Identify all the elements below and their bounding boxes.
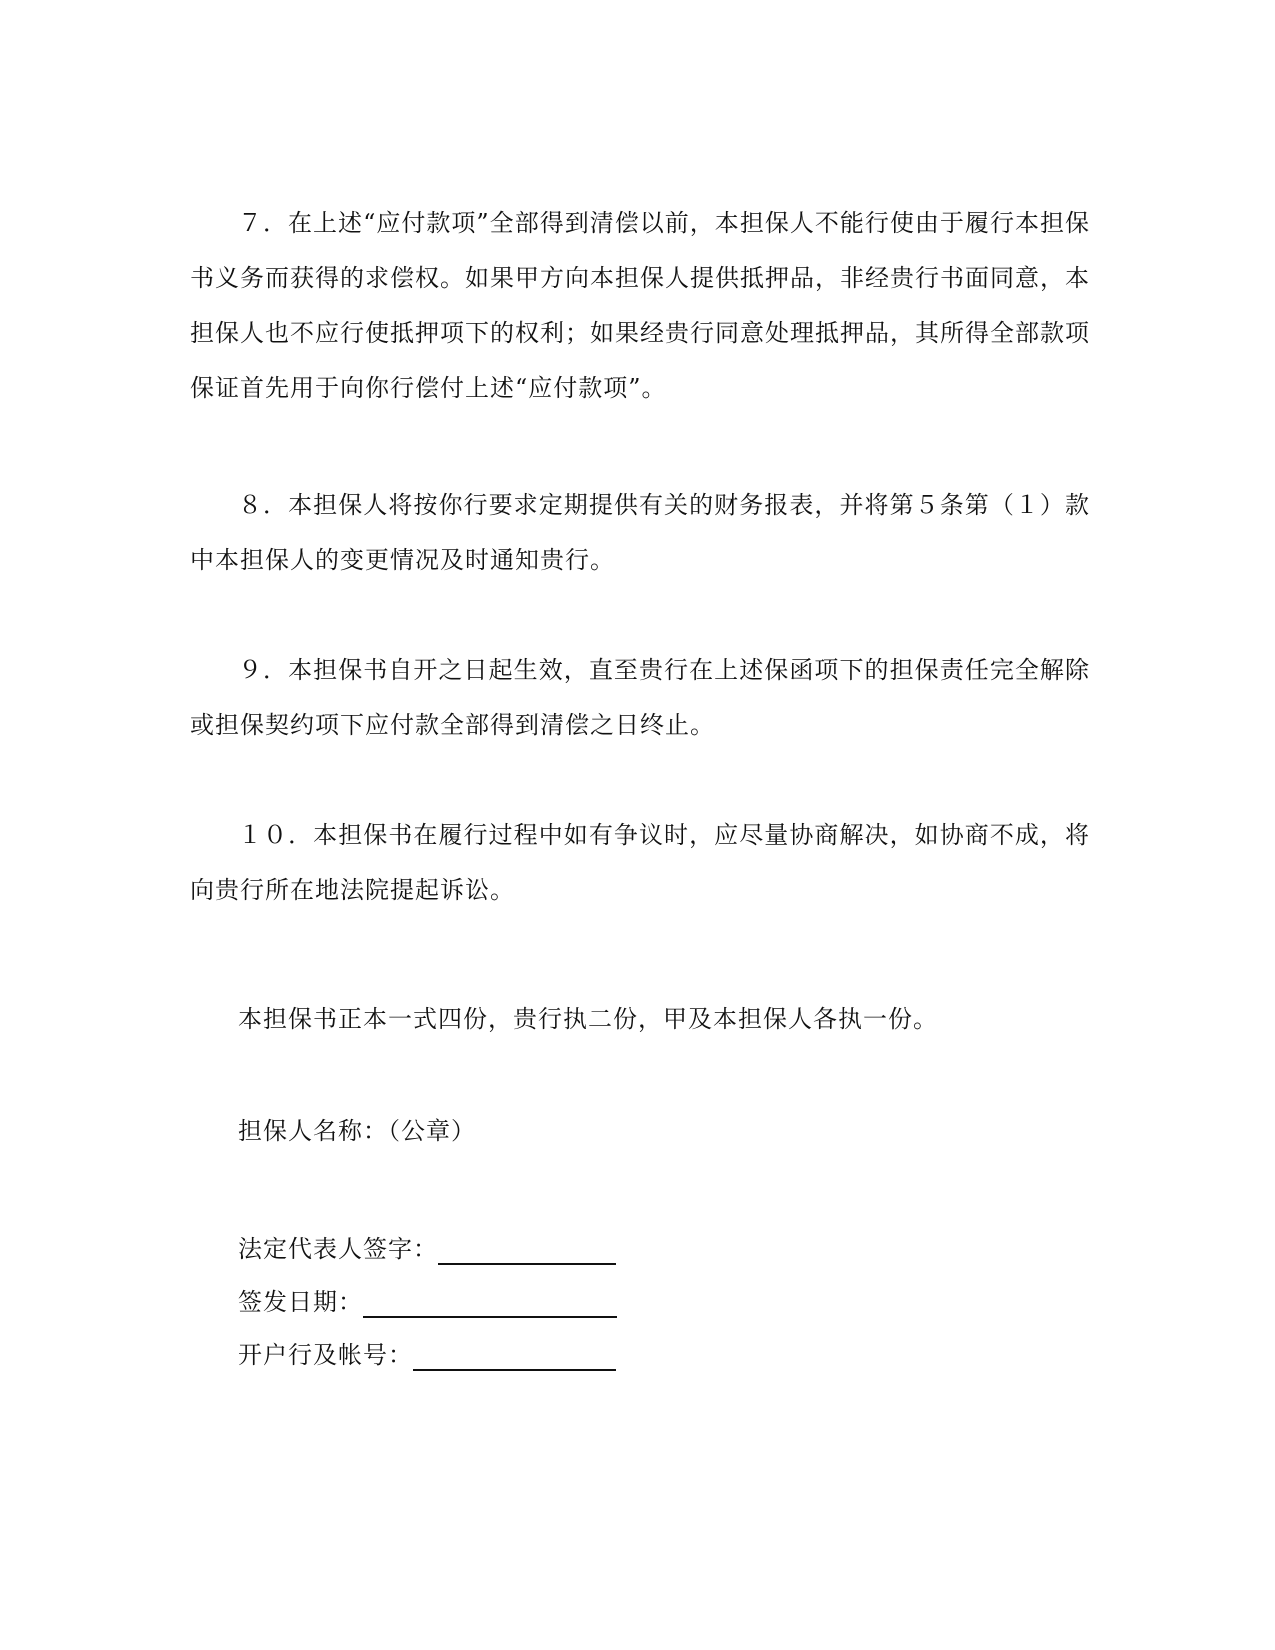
issue-date-row xyxy=(238,1282,617,1322)
clause-10: １０．本担保书在履行过程中如有争议时，应尽量协商解决，如协商不成，将向贵行所在地法院提起诉讼。 xyxy=(190,821,1090,904)
legal-rep-label: 法定代表人签字： xyxy=(238,1235,438,1263)
guarantor-name-label: 担保人名称：（公章） xyxy=(238,1117,476,1145)
bank-account-row xyxy=(238,1335,616,1375)
copies-note: 本担保书正本一式四份，贵行执二份，甲及本担保人各执一份。 xyxy=(238,1005,938,1033)
clause-7: ７．在上述“应付款项”全部得到清偿以前，本担保人不能行使由于履行本担保书义务而获得的求偿权。如果甲方向本担保人提供抵押品，非经贵行书面同意，本担保人也不应行使抵押项下的权利；如果经贵行同意处理抵押品，其所得全部款项保证首先用于向你行偿付上述“应付款项”。 xyxy=(190,209,1090,402)
issue-date-blank[interactable] xyxy=(363,1288,617,1318)
clause-8: ８．本担保人将按你行要求定期提供有关的财务报表，并将第５条第（１）款中本担保人的变更情况及时通知贵行。 xyxy=(190,491,1090,574)
legal-rep-signature-blank[interactable] xyxy=(438,1235,616,1265)
legal-rep-signature-row xyxy=(238,1229,616,1269)
bank-account-label: 开户行及帐号： xyxy=(238,1341,413,1369)
issue-date-label: 签发日期： xyxy=(238,1288,363,1316)
bank-account-blank[interactable] xyxy=(413,1341,616,1371)
clause-9: ９．本担保书自开之日起生效，直至贵行在上述保函项下的担保责任完全解除或担保契约项下应付款全部得到清偿之日终止。 xyxy=(190,656,1090,739)
